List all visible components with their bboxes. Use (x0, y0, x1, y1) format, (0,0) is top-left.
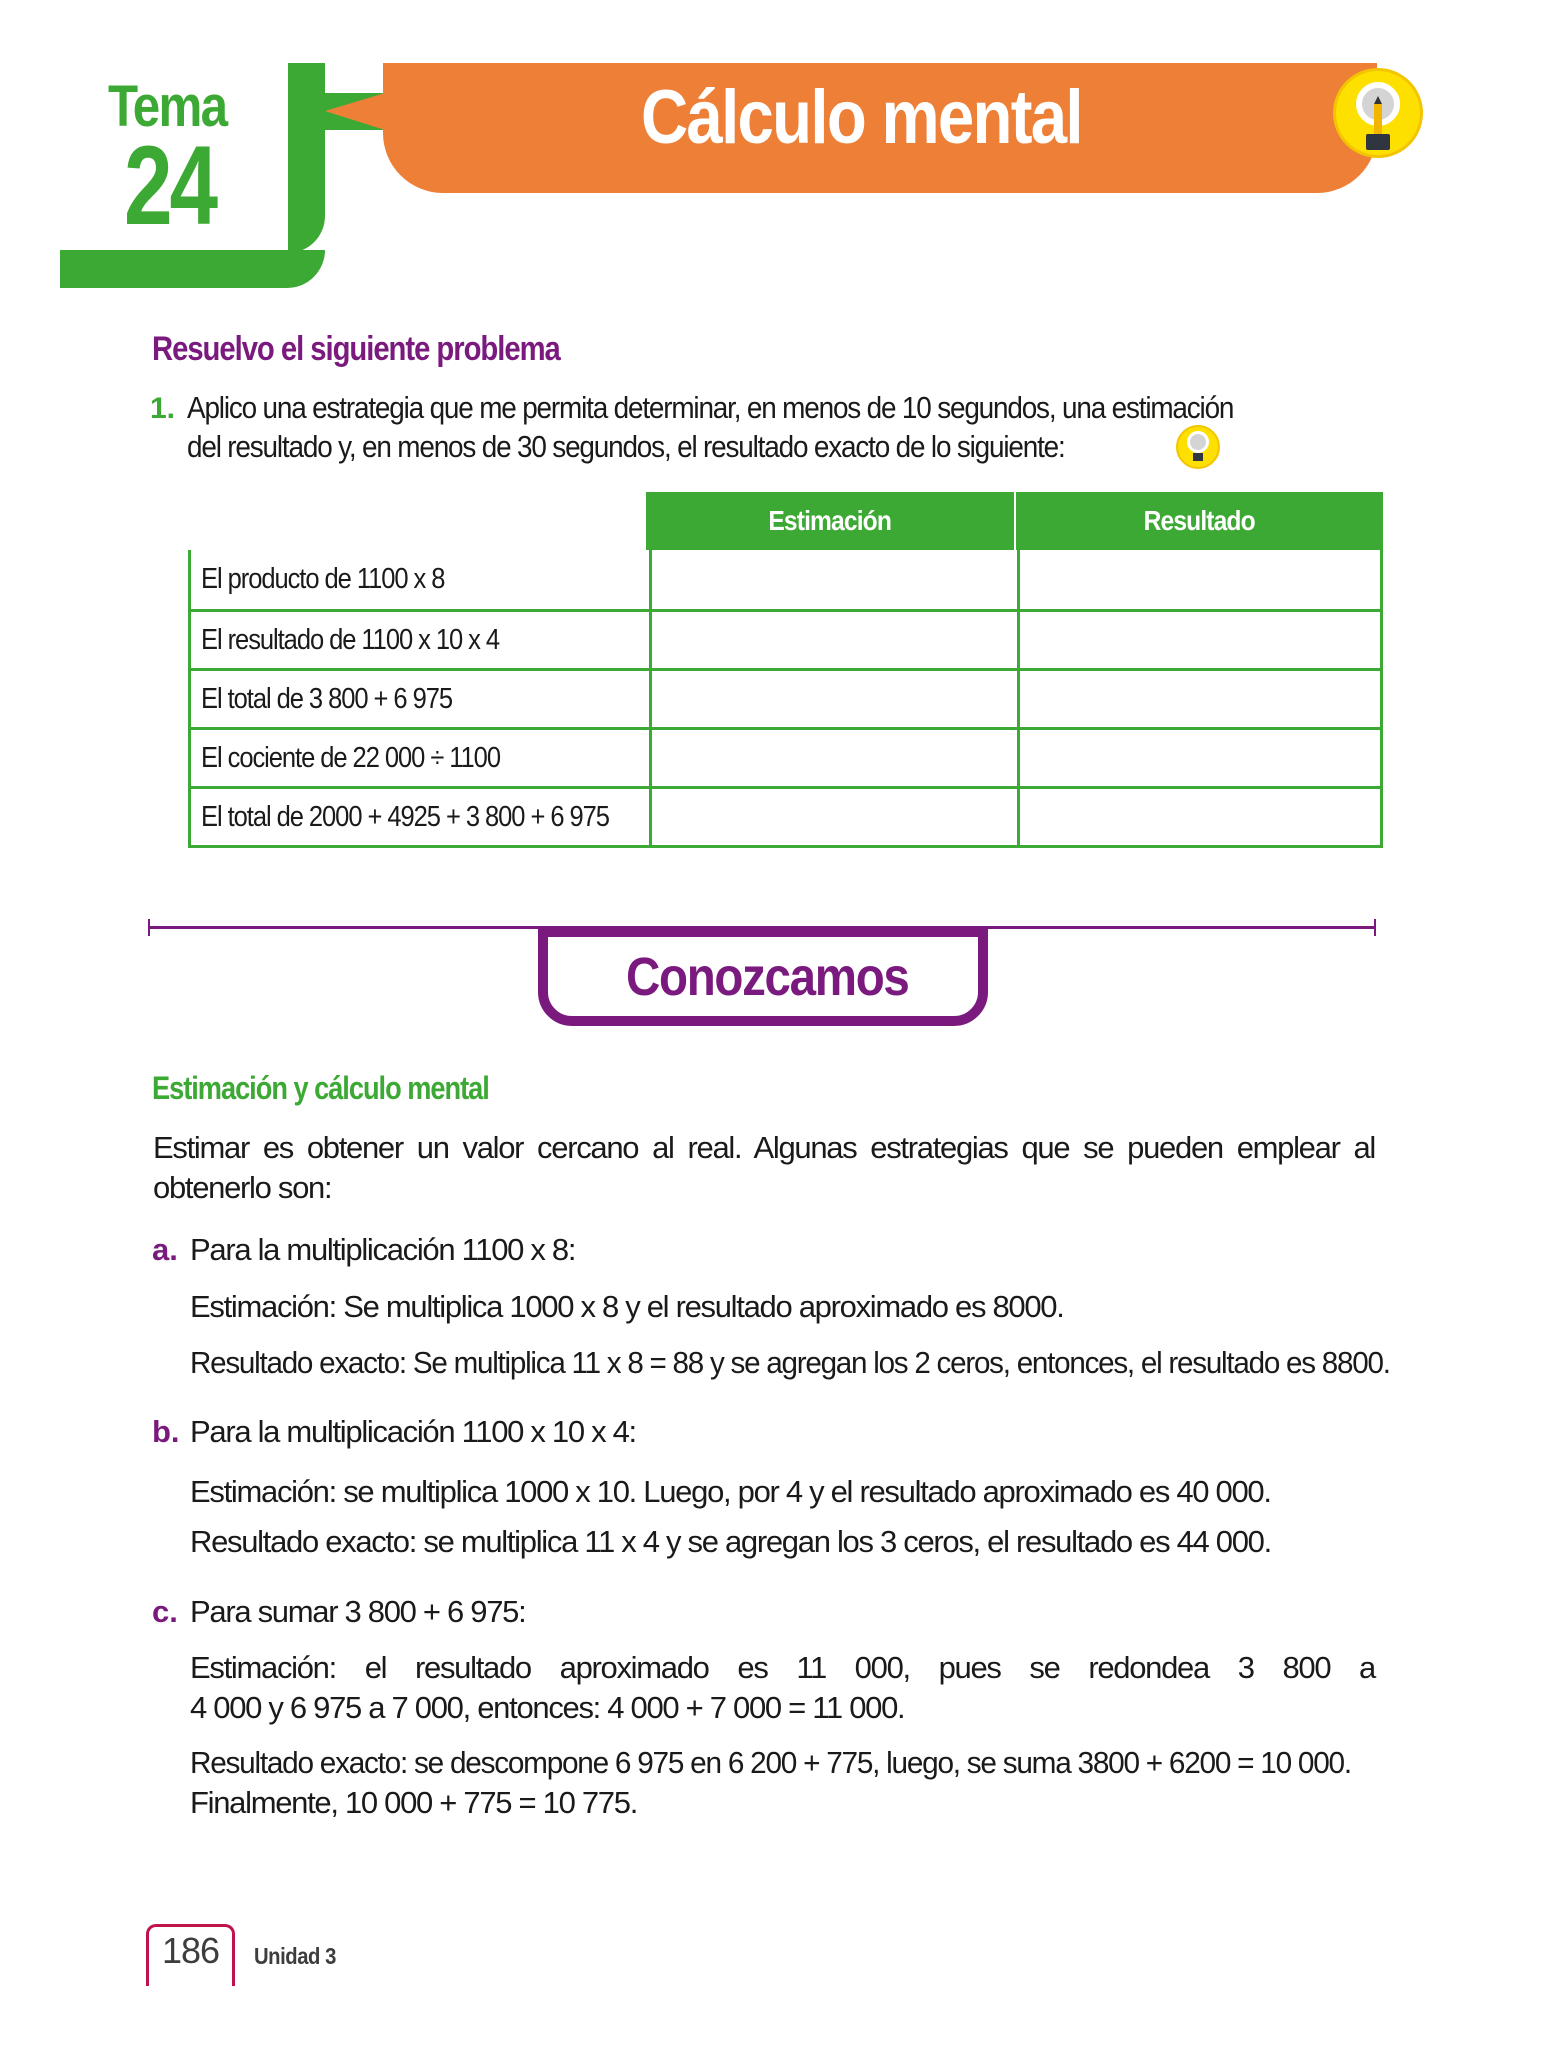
page-number: 186 (161, 1930, 220, 1971)
table-row (191, 609, 1380, 668)
table-row (191, 668, 1380, 727)
row-label: El producto de 1100 x 8 (201, 563, 445, 595)
tema-frame-vertical (288, 63, 325, 253)
item-b-title: Para la multiplicación 1100 x 10 x 4: (190, 1414, 636, 1449)
header-resultado (1014, 492, 1384, 550)
resultado-cell[interactable] (1017, 671, 1380, 727)
item-c-exacto-line-1: Resultado exacto: se descompone 6 975 en 6 200 + 775, luego, se suma 3800 + 6200 = 10 000. (190, 1745, 1351, 1780)
conozcamos-title: Conozcamos (626, 947, 909, 1007)
item-c-estimacion-line-2: 4 000 y 6 975 a 7 000, entonces: 4 000 + 7 000 = 11 000. (190, 1690, 905, 1725)
row-label-cell (191, 612, 649, 668)
item-a-estimacion: Estimación: Se multiplica 1000 x 8 y el resultado aproximado es 8000. (190, 1289, 1064, 1324)
header-resultado-label: Resultado (1143, 505, 1255, 536)
item-letter-b: b. (152, 1414, 180, 1449)
row-label: El cociente de 22 000 ÷ 1100 (201, 741, 500, 774)
divider-cap-left (148, 919, 150, 936)
row-label: El resultado de 1100 x 10 x 4 (201, 623, 500, 656)
resultado-cell[interactable] (1017, 730, 1380, 786)
pencil-tip (1374, 96, 1382, 104)
divider-cap-right (1374, 919, 1376, 936)
item-a-title: Para la multiplicación 1100 x 8: (190, 1232, 576, 1267)
row-label-cell (191, 789, 649, 845)
item-c-estimacion-line-1-text: Estimación: el resultado aproximado es 11 000, pues se redondea 3 800 a (190, 1650, 1375, 1685)
table-row (191, 550, 1380, 609)
item-b-exacto: Resultado exacto: se multiplica 11 x 4 y se agregan los 3 ceros, el resultado es 44 000. (190, 1524, 1271, 1559)
bulb-base (1366, 134, 1390, 150)
instruction-line-2: del resultado y, en menos de 30 segundos, el resultado exacto de lo siguiente: (187, 429, 1065, 464)
instruction-line-1: Aplico una estrategia que me permita determinar, en menos de 10 segundos, una estimación (187, 390, 1234, 425)
tema-number: 24 (124, 123, 215, 248)
section-heading: Resuelvo el siguiente problema (152, 330, 560, 368)
estimacion-cell[interactable] (649, 789, 1017, 845)
row-label: El total de 3 800 + 6 975 (201, 682, 453, 715)
table-row (191, 727, 1380, 786)
intro-line-1 (153, 1132, 1375, 1163)
resultado-cell[interactable] (1017, 789, 1380, 845)
item-number: 1. (150, 392, 176, 425)
item-b-estimacion: Estimación: se multiplica 1000 x 10. Luego, por 4 y el resultado aproximado es 40 000. (190, 1474, 1271, 1509)
unit-label: Unidad 3 (254, 1943, 336, 1969)
header-estimacion-label: Estimación (768, 505, 892, 536)
estimacion-cell[interactable] (649, 550, 1017, 609)
resultado-cell[interactable] (1017, 612, 1380, 668)
item-letter-c: c. (152, 1594, 178, 1629)
item-letter-a: a. (152, 1232, 178, 1267)
bulb-small-base (1193, 453, 1203, 461)
page-title: Cálculo mental (641, 75, 1082, 160)
row-label-cell (191, 671, 649, 727)
estimacion-cell[interactable] (649, 612, 1017, 668)
estimacion-cell[interactable] (649, 671, 1017, 727)
resultado-cell[interactable] (1017, 550, 1380, 609)
tema-frame-horizontal (60, 250, 325, 288)
intro-line-1-text: Estimar es obtener un valor cercano al real. Algunas estrategias que se pueden emplear al (153, 1130, 1375, 1165)
item-c-title: Para sumar 3 800 + 6 975: (190, 1594, 526, 1629)
item-c-estimacion-line-1 (190, 1652, 1375, 1683)
row-label: El total de 2000 + 4925 + 3 800 + 6 975 (201, 800, 609, 833)
tema-frame-inner-corner (250, 213, 288, 250)
row-label-cell (191, 730, 649, 786)
header-estimacion (646, 492, 1014, 550)
subheading: Estimación y cálculo mental (152, 1070, 489, 1106)
banner-notch (325, 93, 385, 130)
pencil-shape (1374, 104, 1382, 134)
item-a-exacto: Resultado exacto: Se multiplica 11 x 8 = 88 y se agregan los 2 ceros, entonces, el resultado es 8800. (190, 1345, 1390, 1380)
table-row (191, 786, 1380, 845)
exercise-table (188, 550, 1383, 848)
intro-line-2: obtenerlo son: (153, 1170, 332, 1205)
row-label-cell (191, 550, 649, 609)
table-header (646, 492, 1383, 550)
tema-label: Tema (108, 74, 227, 139)
estimacion-cell[interactable] (649, 730, 1017, 786)
bulb-small-glass (1187, 431, 1209, 453)
item-c-exacto-line-2: Finalmente, 10 000 + 775 = 10 775. (190, 1785, 638, 1820)
